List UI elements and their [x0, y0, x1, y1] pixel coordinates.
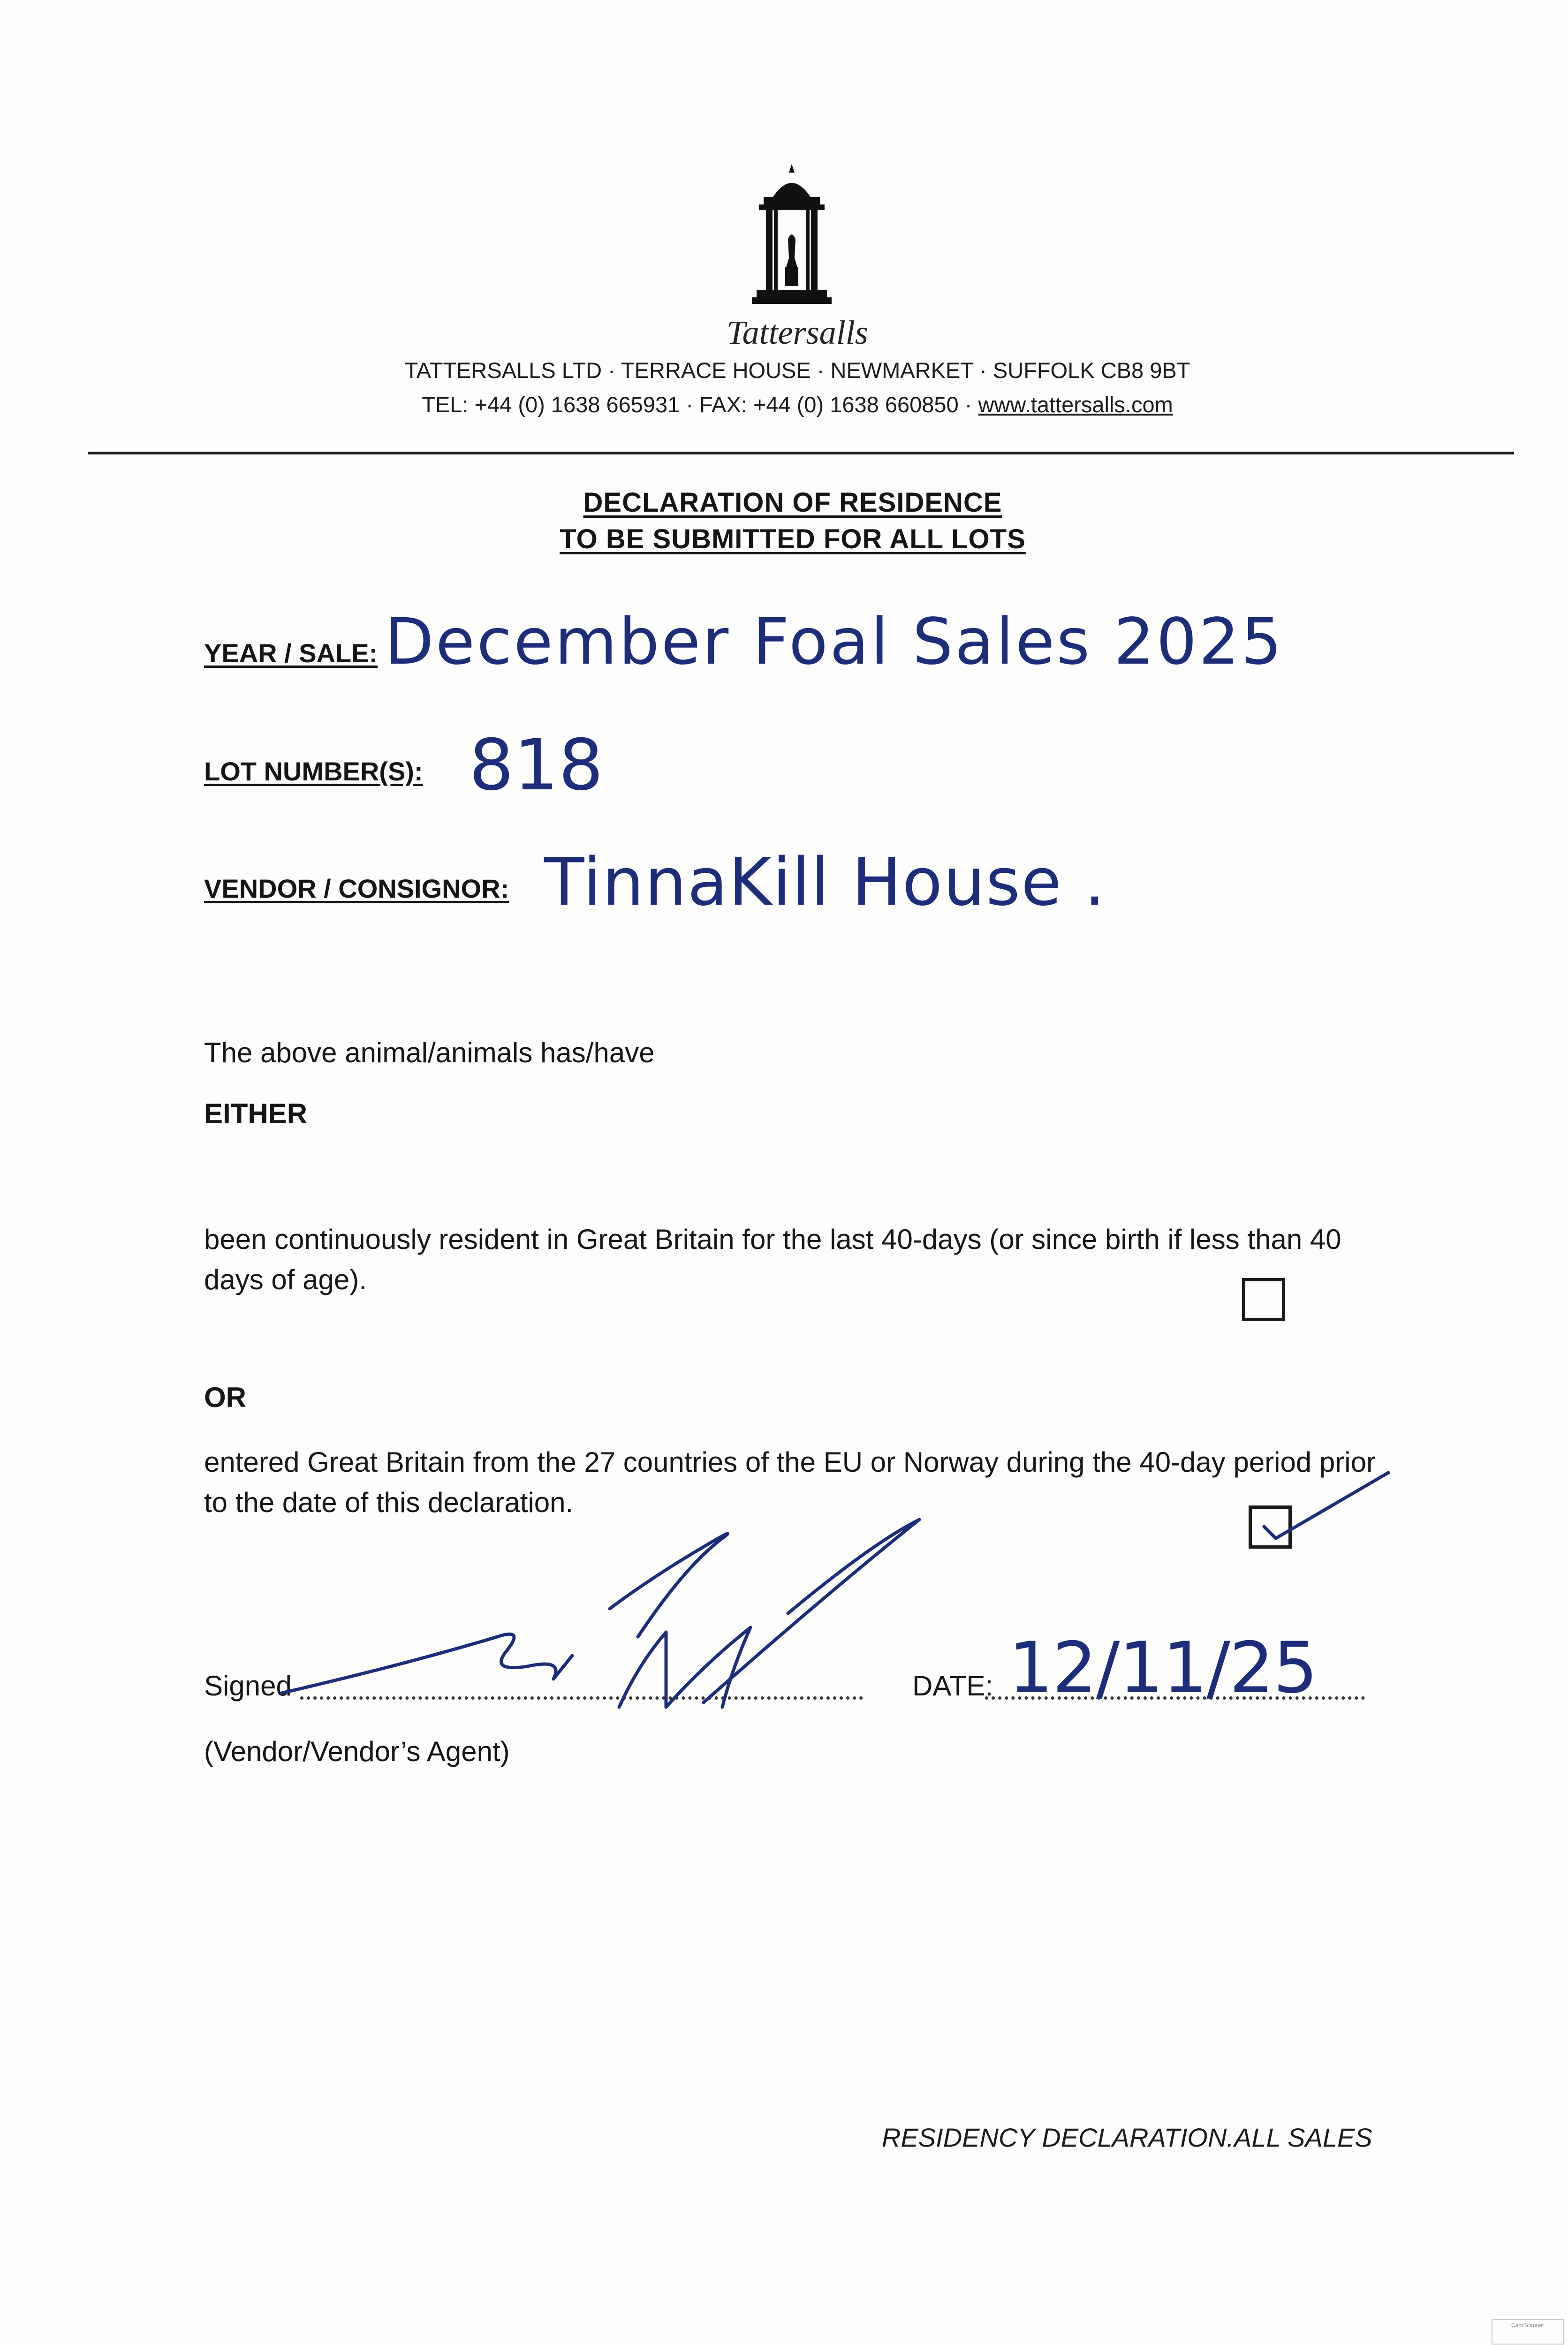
- either-label: EITHER: [204, 1098, 308, 1129]
- company-address: TATTERSALLS LTD · TERRACE HOUSE · NEWMARKET · SUFFOLK CB8 9BT: [404, 358, 1190, 383]
- contact-phone-fax: TEL: +44 (0) 1638 665931 · FAX: +44 (0) 1638 660850 ·: [422, 392, 978, 417]
- signed-label: Signed: [204, 1670, 292, 1702]
- tattersalls-logo-icon: [745, 164, 839, 310]
- company-contact: [281, 392, 1313, 417]
- date-value[interactable]: 12/11/25: [1008, 1627, 1317, 1709]
- lot-number-value[interactable]: 818: [469, 725, 604, 806]
- header-divider: [88, 452, 1514, 454]
- website-link[interactable]: www.tattersalls.com: [978, 392, 1173, 417]
- brand-name: Tattersalls: [727, 314, 868, 351]
- lot-number-label: LOT NUMBER(S):: [204, 756, 423, 786]
- handwritten-signature: [263, 1510, 938, 1712]
- declaration-intro: The above animal/animals has/have: [204, 1037, 655, 1068]
- or-label: OR: [204, 1382, 246, 1413]
- document-subtitle: TO BE SUBMITTED FOR ALL LOTS: [560, 524, 1026, 554]
- option-entered-text: entered Great Britain from the 27 countries of the EU or Norway during the 40-day period prior to the date of this declaration.: [204, 1446, 1376, 1518]
- option-resident-text: been continuously resident in Great Britain for the last 40-days (or since birth if less than 40 days of age).: [204, 1224, 1341, 1295]
- date-label: DATE:: [912, 1670, 993, 1702]
- year-sale-value[interactable]: December Foal Sales 2025: [385, 605, 1284, 679]
- scanner-watermark: CamScanner: [1492, 2319, 1564, 2345]
- form-reference: RESIDENCY DECLARATION.ALL SALES: [882, 2123, 1372, 2152]
- option-resident-checkbox[interactable]: [1242, 1278, 1285, 1321]
- vendor-consignor-label: VENDOR / CONSIGNOR:: [204, 874, 509, 903]
- signer-caption: (Vendor/Vendor’s Agent): [204, 1736, 510, 1767]
- checkmark-icon: [1238, 1463, 1393, 1557]
- vendor-consignor-value[interactable]: TinnaKill House .: [544, 844, 1106, 921]
- document-title: DECLARATION OF RESIDENCE: [583, 487, 1002, 518]
- year-sale-label: YEAR / SALE:: [204, 638, 378, 668]
